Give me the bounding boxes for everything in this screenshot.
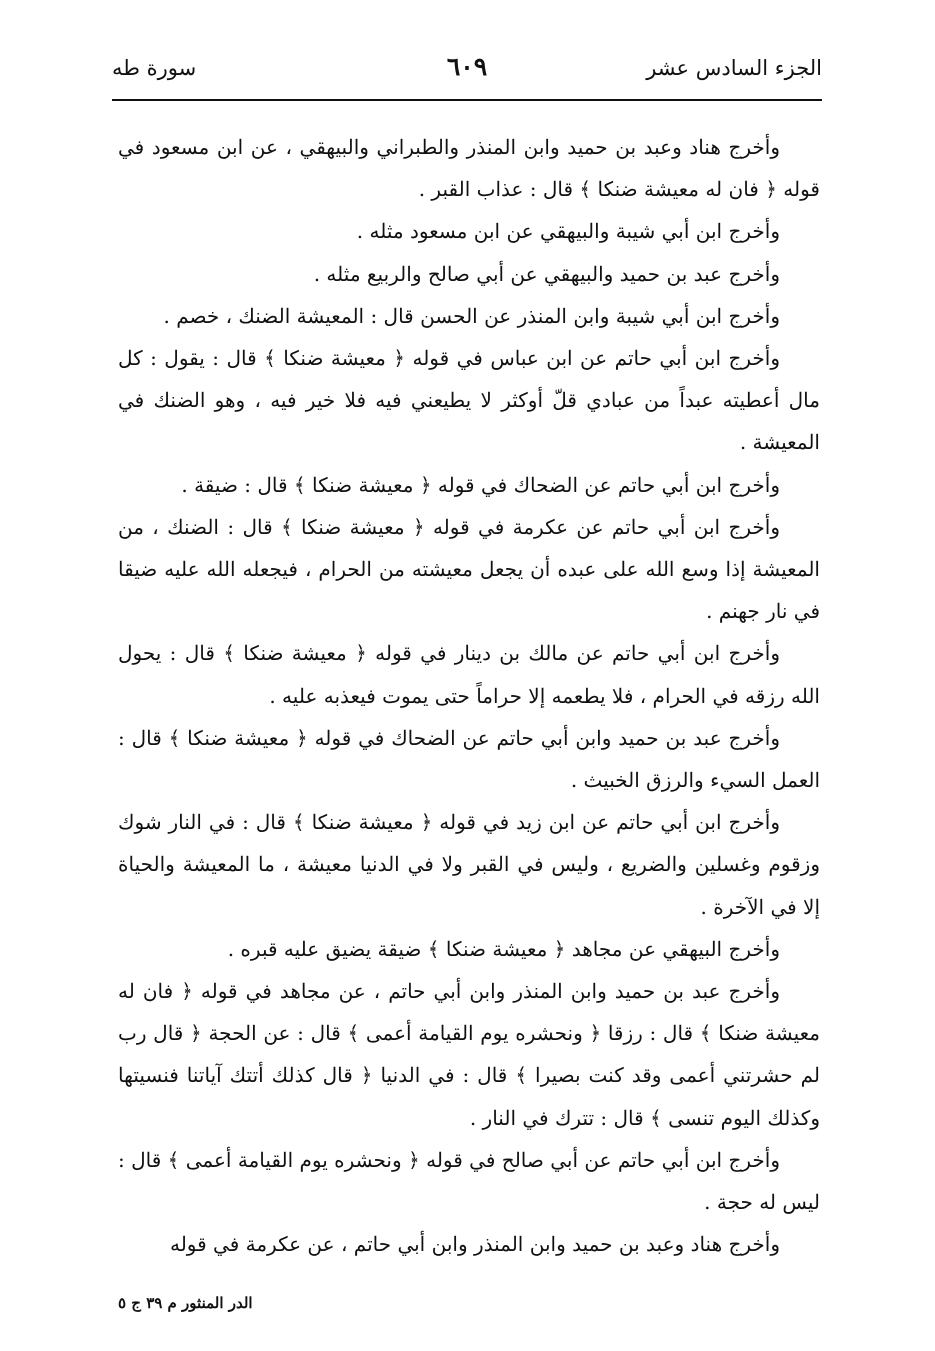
paragraph: وأخرج هناد وعبد بن حميد وابن المنذر والطبراني والبيهقي ، عن ابن مسعود في قوله ﴿ فان له معيشة ضنكا ﴾ قال : عذاب القبر . <box>118 135 820 202</box>
page-number: ٦٠٩ <box>446 52 488 81</box>
paragraph: وأخرج هناد وعبد بن حميد وابن المنذر وابن أبي حاتم ، عن عكرمة في قوله <box>169 1232 780 1257</box>
paragraph: وأخرج ابن أبي حاتم عن مالك بن دينار في قوله ﴿ معيشة ضنكا ﴾ قال : يحول الله رزقه في الحرام ، فلا يطعمه إلا حراماً حتى يموت فيعذبه عليه . <box>118 641 820 708</box>
paragraph: وأخرج عبد بن حميد وابن أبي حاتم عن الضحاك في قوله ﴿ معيشة ضنكا ﴾ قال : العمل السيء والرزق الخبيث . <box>118 725 820 793</box>
surah-title: سورة طه <box>112 56 197 80</box>
paragraph: وأخرج ابن أبي حاتم عن أبي صالح في قوله ﴿ ونحشره يوم القيامة أعمى ﴾ قال : ليس له حجة . <box>118 1147 820 1215</box>
paragraph: وأخرج ابن أبي شيبة وابن المنذر عن الحسن قال : المعيشة الضنك ، خصم . <box>163 303 780 328</box>
paragraph: وأخرج ابن أبي حاتم عن ابن زيد في قوله ﴿ معيشة ضنكا ﴾ قال : في النار شوك وزقوم وغسلين والضريع ، وليس في القبر ولا في الدنيا معيشة ، ما المعيشة والحياة إلا في الآخرة . <box>118 810 820 919</box>
part-title: الجزء السادس عشر <box>646 56 822 80</box>
page-header <box>112 50 822 96</box>
paragraph: وأخرج ابن أبي شيبة والبيهقي عن ابن مسعود مثله . <box>356 219 780 244</box>
paragraph: وأخرج ابن أبي حاتم عن ابن عباس في قوله ﴿ معيشة ضنكا ﴾ قال : يقول : كل مال أعطيته عبداً من عبادي قلّ أوكثر لا يطيعني فيه فلا خير فيه ، وهو الضنك في المعيشة . <box>118 346 820 455</box>
paragraph: وأخرج البيهقي عن مجاهد ﴿ معيشة ضنكا ﴾ ضيقة يضيق عليه قبره . <box>227 936 780 961</box>
paragraph: وأخرج عبد بن حميد والبيهقي عن أبي صالح والربيع مثله . <box>313 261 780 286</box>
main-text <box>118 126 820 1265</box>
paragraph: وأخرج عبد بن حميد وابن المنذر وابن أبي حاتم ، عن مجاهد في قوله ﴿ فان له معيشة ضنكا ﴾ قال : رزقا ﴿ ونحشره يوم القيامة أعمى ﴾ قال : عن الحجة ﴿ قال رب لم حشرتني أعمى وقد كنت بصيرا ﴾ قال : في الدنيا ﴿ قال كذلك أتتك آياتنا فنسيتها وكذلك اليوم تنسى ﴾ قال : تترك في النار . <box>118 979 820 1130</box>
paragraph: وأخرج ابن أبي حاتم عن الضحاك في قوله ﴿ معيشة ضنكا ﴾ قال : ضيقة . <box>181 472 780 497</box>
page-footer-signature: الدر المنثور م ٣٩ ج ٥ <box>118 1294 253 1312</box>
paragraph: وأخرج ابن أبي حاتم عن عكرمة في قوله ﴿ معيشة ضنكا ﴾ قال : الضنك ، من المعيشة إذا وسع الله على عبده أن يجعل معيشته من الحرام ، فيجعله الله عليه ضيقا في نار جهنم . <box>118 514 820 624</box>
header-divider <box>112 99 822 101</box>
